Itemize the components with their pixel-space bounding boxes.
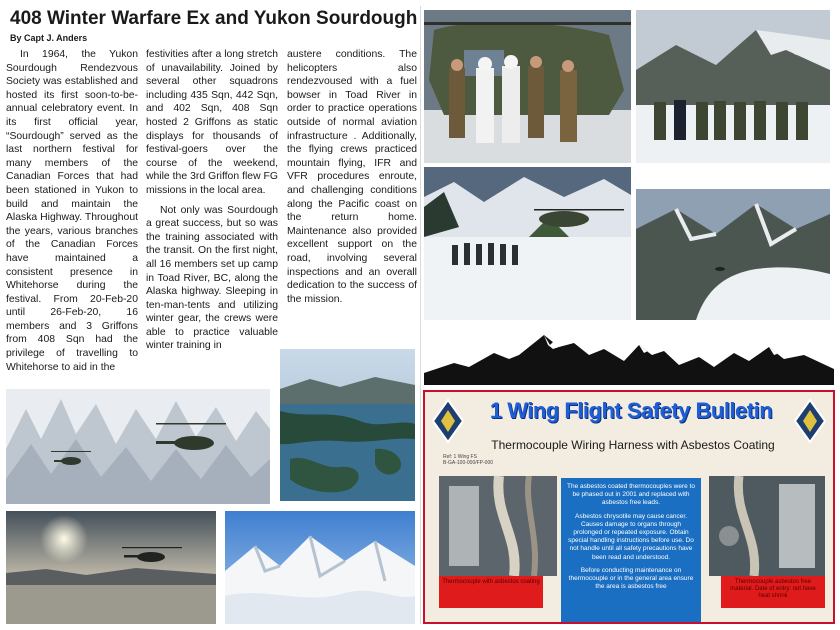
article-paragraph: austere conditions. The helicopters also rendezvoused with a fuel bowser in Toad River in order to practice operations outside of normal aviation infrastructure . Additionally, the flying crews practiced mountain flying, IFR and VFR procedures enroute, and challenging conditions along the Pacific coast on the return home. Maintenance also provided excellent support on the road, involving several inspections and an overall dedication to the success of the mission. [287, 49, 417, 305]
bulletin-paragraph: Asbestos chrysotile may cause cancer. Causes damage to organs through prolonged or repeated exposure. Obtain special handling instructions before use. Do not handle until all safety precautions have been read and understood. [568, 512, 694, 561]
caption-left: Thermocouple with asbestos coating [439, 576, 543, 608]
photo-crew-group-snow [636, 10, 830, 163]
photo-crew-with-stormtroopers [424, 10, 631, 163]
bulletin-title: 1 Wing Flight Safety Bulletin [489, 398, 773, 423]
bulletin-body [561, 478, 701, 622]
mountain-silhouette-graphic [424, 325, 834, 385]
article-paragraph: festivities after a long stretch of unavailability. Joined by several other squadrons including 435 Sqn, 442 Sqn, and 402 Sqn, 408 Sqn hosted 2 Griffons as static displays for thousands of festival-goers over the course of the weekend, while the 3rd Griffon flew FG missions in the local area. [146, 49, 278, 196]
article-column-1 [6, 48, 138, 380]
article-column-2 [146, 48, 278, 359]
bulletin-reference-line: B-GA-100-000/FP-000 [443, 460, 494, 466]
bulletin-subtitle: Thermocouple Wiring Harness with Asbestos Coating [491, 438, 775, 452]
photo-thermocouple-asbestos-free [709, 476, 825, 576]
photo-snowy-peaks [225, 511, 415, 624]
photo-lake-aerial [280, 349, 415, 501]
bulletin-paragraph: The asbestos coated thermocouples were to be phased out in 2001 and replaced with asbestos free leads. [567, 483, 695, 507]
bulletin-reference [443, 454, 493, 466]
bulletin-paragraph: Before conducting maintenance on thermocouple or in the general area ensure the area is asbestos free [568, 566, 694, 591]
photo-helicopter-valley [636, 189, 830, 320]
photo-camp-tent-helicopter [424, 167, 631, 320]
article-column-3 [287, 48, 417, 312]
caption-right: Thermocouple asbestos free material. Date of entry: not have heat shrink [721, 576, 825, 608]
photo-helicopters-over-forest [6, 389, 270, 504]
article-title: 408 Winter Warfare Ex and Yukon Sourdough [10, 8, 418, 29]
article-paragraph: Not only was Sourdough a great success, but so was the training associated with the transit. On the first night, all 16 members set up camp in Toad River, BC, along the Alaska highway. Sleeping in ten-man-tents and utilizing winter gear, the crews were able to practice valuable winter training in [146, 204, 278, 352]
photo-thermocouple-asbestos [439, 476, 557, 576]
article-paragraph: In 1964, the Yukon Sourdough Rendezvous Society was established and hosted its first soon-to-be-annual celebratory event. In its first official year, “Sourdough” served as the last northern festival for many members of the Canadian Forces that had been stationed in Yukon to build and maintain the Alaska Highway. Throughout the years, various branches of the Canadian Forces have maintained a consistent presence in Whitehorse during the festival. From 20-Feb-20 until 26-Feb-20, 16 members and 3 Griffons from 408 Sqn had the privilege of travelling to Whitehorse to aid in the [6, 49, 138, 373]
photo-helicopter-sunset [6, 511, 216, 624]
column-divider [420, 6, 421, 624]
bulletin-reference-line: Ref: 1 Wing FS [443, 454, 477, 460]
article-byline: By Capt J. Anders [10, 33, 88, 43]
flight-safety-bulletin [423, 390, 835, 624]
